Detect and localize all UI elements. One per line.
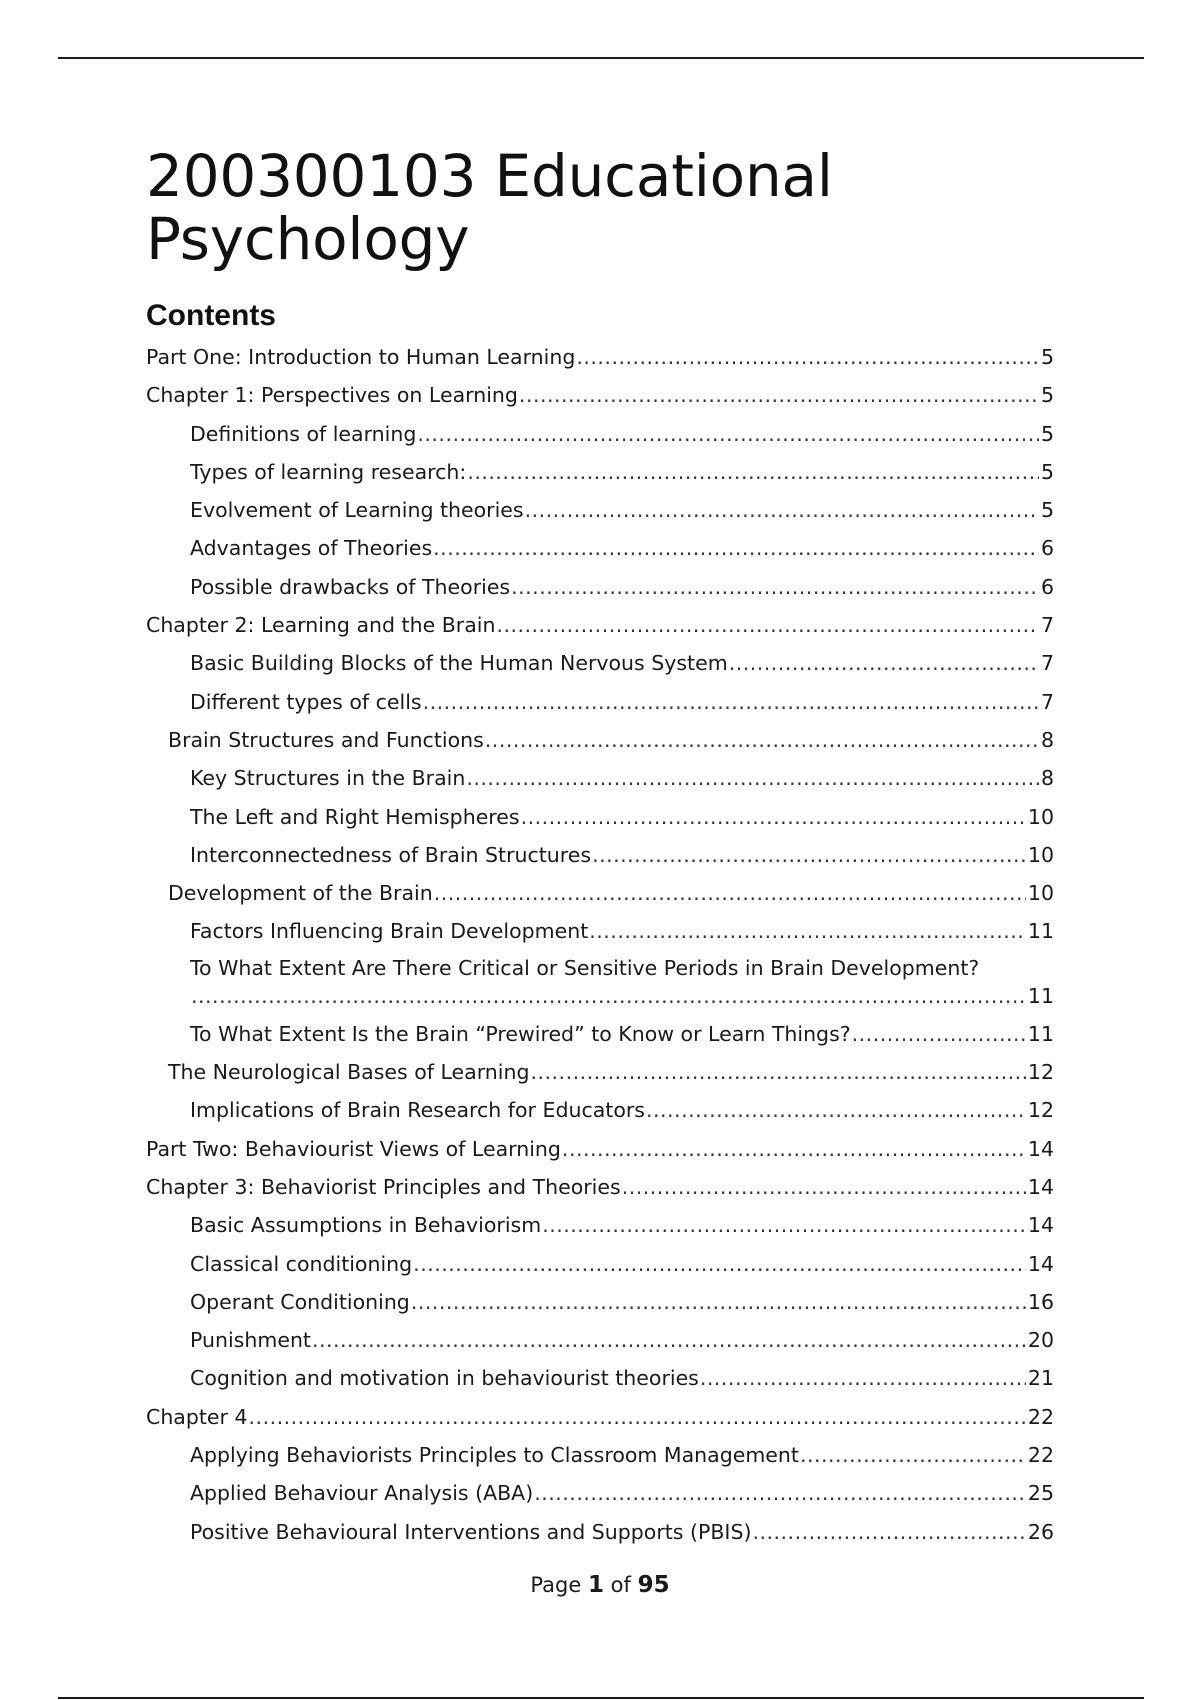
toc-dot-leader (511, 568, 1039, 606)
toc-entry[interactable] (146, 1053, 1054, 1091)
toc-dot-leader (249, 1398, 1026, 1436)
toc-entry[interactable] (146, 836, 1054, 874)
toc-entry-page: 22 (1027, 1404, 1054, 1429)
toc-entry[interactable] (146, 721, 1054, 759)
toc-dot-leader (434, 874, 1026, 912)
document-title: 200300103 Educational Psychology (146, 142, 833, 273)
toc-entry-page: 14 (1027, 1213, 1054, 1238)
toc-dot-leader (519, 376, 1039, 414)
footer-rule (58, 1697, 1144, 1699)
toc-dot-leader (542, 1206, 1026, 1244)
toc-dot-leader (466, 759, 1039, 797)
toc-entry[interactable] (146, 1398, 1054, 1436)
toc-entry-title: Punishment (190, 1328, 311, 1353)
toc-entry-page: 21 (1027, 1366, 1054, 1391)
current-page-number: 1 (587, 1572, 604, 1598)
toc-entry-page: 14 (1027, 1136, 1054, 1161)
total-page-count: 95 (637, 1572, 670, 1598)
toc-entry[interactable] (146, 912, 1054, 950)
toc-entry-title: Factors Influencing Brain Development (190, 919, 589, 944)
toc-entry-page: 12 (1027, 1098, 1054, 1123)
table-of-contents (146, 338, 1054, 1551)
toc-entry[interactable] (146, 1474, 1054, 1512)
toc-entry[interactable] (146, 759, 1054, 797)
toc-entry[interactable] (146, 1513, 1054, 1551)
toc-entry-page: 6 (1040, 574, 1054, 599)
toc-entry[interactable] (146, 1015, 1054, 1053)
toc-entry-title: Definitions of learning (190, 421, 417, 446)
toc-entry-page: 11 (1027, 983, 1054, 1008)
toc-dot-leader (534, 1474, 1026, 1512)
toc-entry-title: Different types of cells (190, 689, 422, 714)
toc-entry-title: Types of learning research: (190, 459, 467, 484)
toc-dot-leader (646, 1091, 1026, 1129)
header-rule (58, 57, 1144, 59)
toc-dot-leader (433, 529, 1039, 567)
toc-entry-page: 5 (1040, 498, 1054, 523)
toc-entry-page: 14 (1027, 1251, 1054, 1276)
toc-entry[interactable] (146, 453, 1054, 491)
toc-dot-leader (589, 912, 1026, 950)
toc-entry-title: Operant Conditioning (190, 1289, 410, 1314)
toc-entry-page: 5 (1040, 383, 1054, 408)
toc-entry[interactable] (146, 683, 1054, 721)
toc-entry[interactable] (146, 1321, 1054, 1359)
toc-entry[interactable] (146, 955, 1054, 1015)
toc-entry-page: 10 (1027, 804, 1054, 829)
page-footer (0, 1570, 1200, 1600)
toc-entry-page: 10 (1027, 881, 1054, 906)
toc-entry-page: 7 (1040, 613, 1054, 638)
toc-entry-page: 25 (1027, 1481, 1054, 1506)
toc-entry-title: Implications of Brain Research for Educators (190, 1098, 645, 1123)
toc-dot-leader (700, 1359, 1026, 1397)
toc-entry[interactable] (146, 1245, 1054, 1283)
toc-entry[interactable] (146, 376, 1054, 414)
toc-entry-page: 8 (1040, 766, 1054, 791)
toc-entry[interactable] (146, 874, 1054, 912)
toc-entry[interactable] (146, 1091, 1054, 1129)
toc-entry-title: To What Extent Are There Critical or Sensitive Periods in Brain Development? (190, 955, 980, 980)
toc-entry-title: To What Extent Is the Brain “Prewired” to Know or Learn Things? (190, 1021, 851, 1046)
toc-dot-leader (423, 683, 1039, 721)
toc-entry[interactable] (146, 1168, 1054, 1206)
toc-entry-page: 8 (1040, 727, 1054, 752)
toc-dot-leader (496, 606, 1039, 644)
toc-entry[interactable] (146, 415, 1054, 453)
toc-entry[interactable] (146, 798, 1054, 836)
toc-entry-page: 5 (1040, 459, 1054, 484)
toc-entry[interactable] (146, 1283, 1054, 1321)
toc-dot-leader (729, 644, 1039, 682)
toc-entry-page: 12 (1027, 1060, 1054, 1085)
toc-entry-title: Part Two: Behaviourist Views of Learning (146, 1136, 561, 1161)
toc-entry[interactable] (146, 1436, 1054, 1474)
toc-dot-leader (592, 836, 1026, 874)
toc-entry-title: Classical conditioning (190, 1251, 413, 1276)
toc-entry-page: 10 (1027, 842, 1054, 867)
toc-entry-leader-line (190, 981, 1054, 1015)
toc-entry[interactable] (146, 1130, 1054, 1168)
toc-entry[interactable] (146, 529, 1054, 567)
toc-entry-title: Development of the Brain (168, 881, 433, 906)
toc-entry[interactable] (146, 1206, 1054, 1244)
toc-entry-title: Brain Structures and Functions (168, 727, 484, 752)
toc-entry[interactable] (146, 338, 1054, 376)
toc-dot-leader (413, 1245, 1026, 1283)
toc-entry-title: The Neurological Bases of Learning (168, 1060, 530, 1085)
toc-entry-page: 14 (1027, 1174, 1054, 1199)
toc-entry-title: Basic Assumptions in Behaviorism (190, 1213, 542, 1238)
toc-entry-title: The Left and Right Hemispheres (190, 804, 520, 829)
toc-dot-leader (312, 1321, 1026, 1359)
toc-entry-page: 11 (1027, 1021, 1054, 1046)
toc-entry-page: 20 (1027, 1328, 1054, 1353)
toc-dot-leader (411, 1283, 1026, 1321)
toc-dot-leader (521, 798, 1026, 836)
toc-entry-title: Basic Building Blocks of the Human Nervous System (190, 651, 728, 676)
toc-entry-page: 5 (1040, 421, 1054, 446)
toc-entry-title: Part One: Introduction to Human Learning (146, 345, 576, 369)
toc-dot-leader (467, 453, 1039, 491)
toc-entry-title: Chapter 2: Learning and the Brain (146, 613, 496, 638)
toc-dot-leader (485, 721, 1039, 759)
toc-entry-title: Chapter 3: Behaviorist Principles and Theories (146, 1174, 621, 1199)
toc-dot-leader (562, 1130, 1026, 1168)
toc-entry-page: 5 (1040, 345, 1054, 369)
toc-dot-leader (622, 1168, 1026, 1206)
toc-entry-title: Advantages of Theories (190, 536, 433, 561)
toc-entry-title: Applied Behaviour Analysis (ABA) (190, 1481, 534, 1506)
toc-dot-leader (191, 981, 1026, 1011)
toc-entry-title: Chapter 4 (146, 1404, 248, 1429)
page-of-label: of (610, 1573, 631, 1597)
page-label: Page (530, 1573, 582, 1597)
toc-dot-leader (752, 1513, 1025, 1551)
toc-entry-title: Evolvement of Learning theories (190, 498, 524, 523)
toc-entry-title: Possible drawbacks of Theories (190, 574, 511, 599)
toc-entry[interactable] (146, 606, 1054, 644)
page-content (146, 142, 1054, 1551)
toc-entry-title: Positive Behavioural Interventions and Supports (PBIS) (190, 1519, 752, 1544)
contents-heading: Contents (146, 299, 276, 332)
toc-dot-leader (576, 338, 1039, 376)
toc-entry-page: 22 (1027, 1443, 1054, 1468)
toc-dot-leader (852, 1015, 1026, 1053)
toc-entry[interactable] (146, 644, 1054, 682)
toc-entry-page: 7 (1040, 689, 1054, 714)
toc-entry-page: 16 (1027, 1289, 1054, 1314)
toc-entry-page: 6 (1040, 536, 1054, 561)
toc-entry-title: Key Structures in the Brain (190, 766, 466, 791)
toc-entry[interactable] (146, 491, 1054, 529)
toc-entry-page: 7 (1040, 651, 1054, 676)
toc-dot-leader (530, 1053, 1025, 1091)
toc-entry[interactable] (146, 568, 1054, 606)
toc-entry-title: Interconnectedness of Brain Structures (190, 842, 592, 867)
toc-entry-page: 26 (1027, 1519, 1054, 1544)
toc-dot-leader (525, 491, 1039, 529)
toc-entry-title: Applying Behaviorists Principles to Classroom Management (190, 1443, 799, 1468)
toc-entry-title: Chapter 1: Perspectives on Learning (146, 383, 518, 408)
toc-entry-page: 11 (1027, 919, 1054, 944)
toc-entry[interactable] (146, 1359, 1054, 1397)
toc-dot-leader (800, 1436, 1026, 1474)
toc-dot-leader (417, 415, 1039, 453)
toc-entry-title: Cognition and motivation in behaviourist theories (190, 1366, 699, 1391)
